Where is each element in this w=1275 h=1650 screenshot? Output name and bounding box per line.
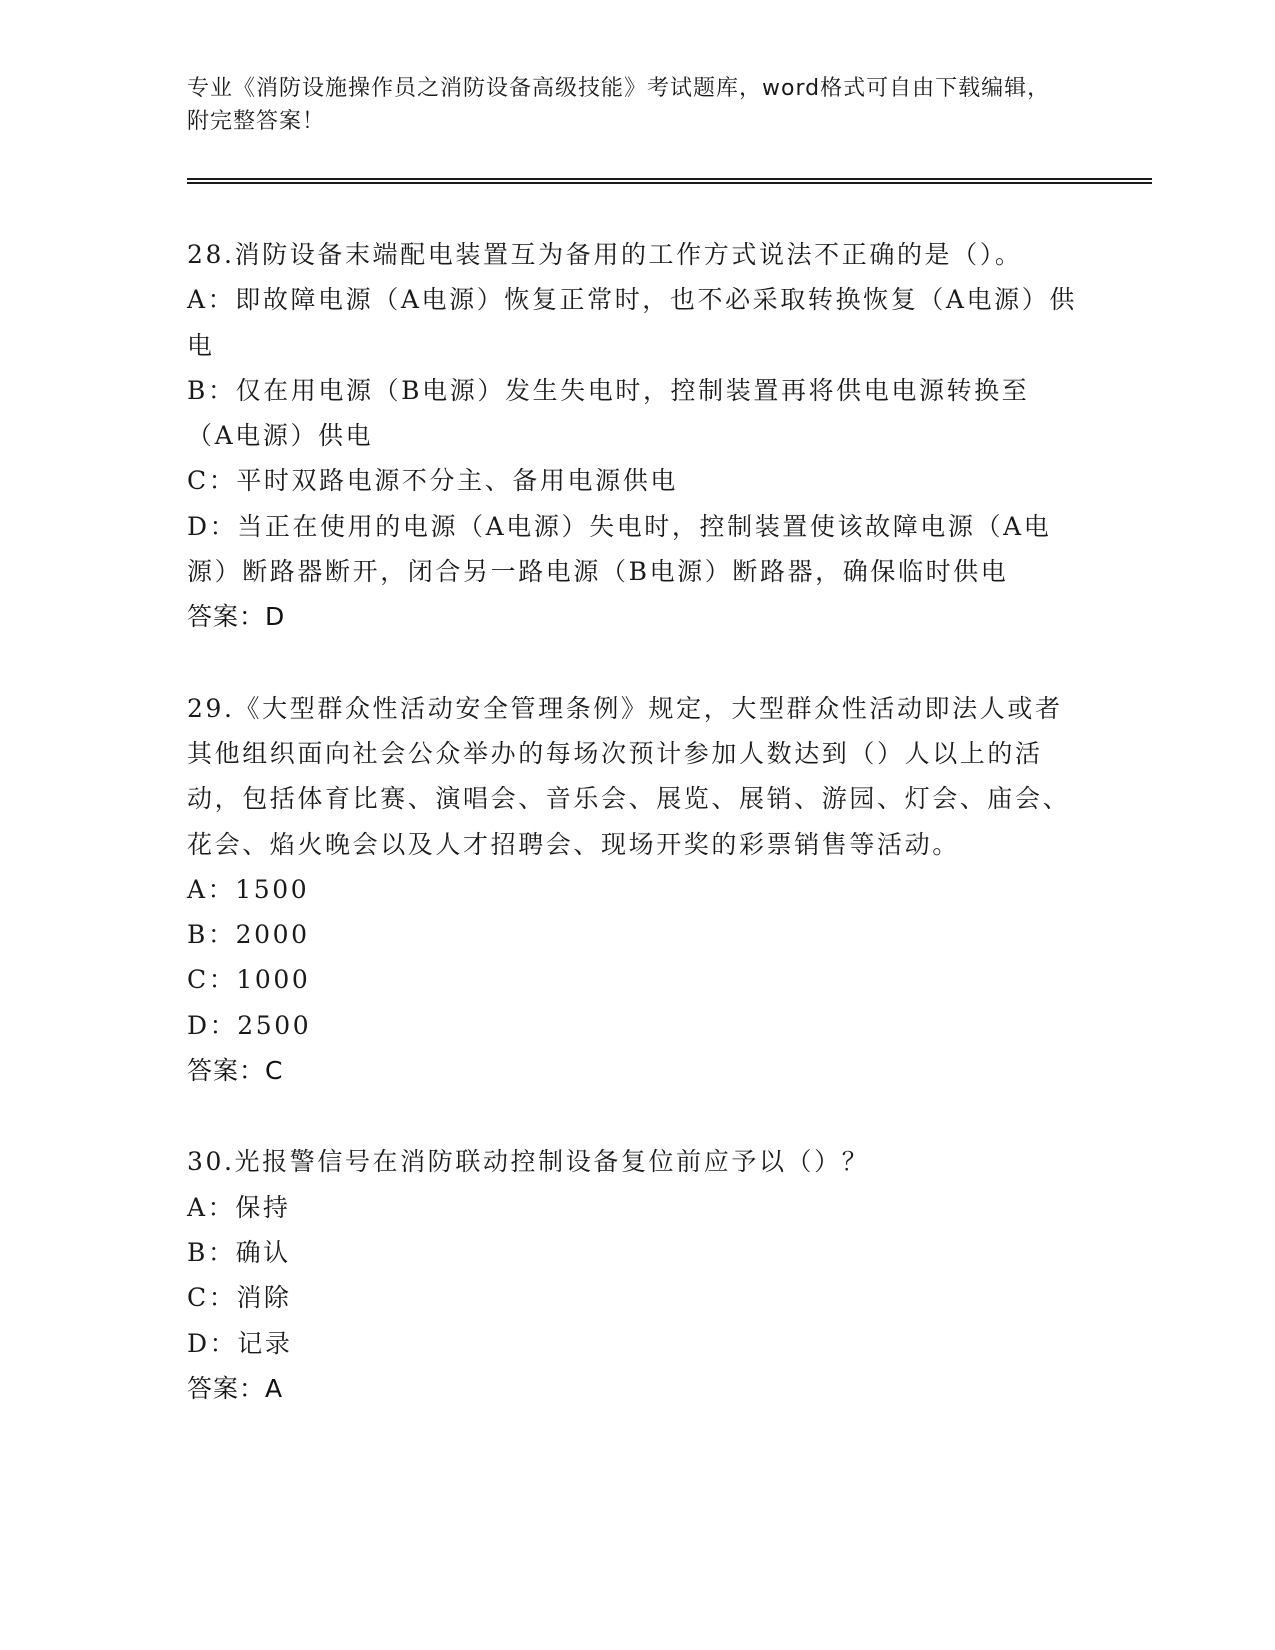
question-stem: 28.消防设备末端配电装置互为备用的工作方式说法不正确的是（）。 xyxy=(187,240,1023,269)
option-d: D：2500 xyxy=(187,1010,312,1040)
question-stem: 30.光报警信号在消防联动控制设备复位前应予以（）？ xyxy=(187,1147,870,1177)
question-stem: 29.《大型群众性活动安全管理条例》规定，大型群众性活动即法人或者其他组织面向社会公众举办的每场次预计参加人数达到（）人以上的活动，包括体育比赛、演唱会、音乐会、展览、展销、游园、灯会、庙会、花会、焰火晚会以及人才招聘会、现场开奖的彩票销售等活动。 xyxy=(187,693,1071,859)
option-d: D：当正在使用的电源（A电源）失电时，控制装置使该故障电源（A电源）断路器断开，闭合另一路电源（B电源）断路器，确保临时供电 xyxy=(187,511,1052,587)
option-d: D：记录 xyxy=(187,1328,293,1358)
answer-label: 答案：C xyxy=(187,1056,284,1086)
option-c: C：消除 xyxy=(187,1283,292,1313)
answer-label: 答案：A xyxy=(187,1373,284,1403)
option-a: A：1500 xyxy=(187,874,310,904)
option-b: B：确认 xyxy=(187,1237,291,1267)
option-a: A：即故障电源（A电源）恢复正常时，也不必采取转换恢复（A电源）供电 xyxy=(187,285,1077,360)
option-b: B：仅在用电源（B电源）发生失电时，控制装置再将供电电源转换至（A电源）供电 xyxy=(187,375,1030,451)
question-30 xyxy=(187,1139,1077,1411)
header-double-rule xyxy=(187,178,1152,184)
document-header: 专业《消防设施操作员之消防设备高级技能》考试题库，word格式可自由下载编辑，附完整答案！ xyxy=(187,76,1051,134)
answer-label: 答案：D xyxy=(187,602,286,632)
question-list xyxy=(187,232,1077,1457)
option-a: A：保持 xyxy=(187,1192,291,1222)
option-c: C：平时双路电源不分主、备用电源供电 xyxy=(187,466,678,496)
option-c: C：1000 xyxy=(187,965,311,995)
question-29 xyxy=(187,686,1077,1094)
question-28 xyxy=(187,232,1077,640)
option-b: B：2000 xyxy=(187,920,310,950)
